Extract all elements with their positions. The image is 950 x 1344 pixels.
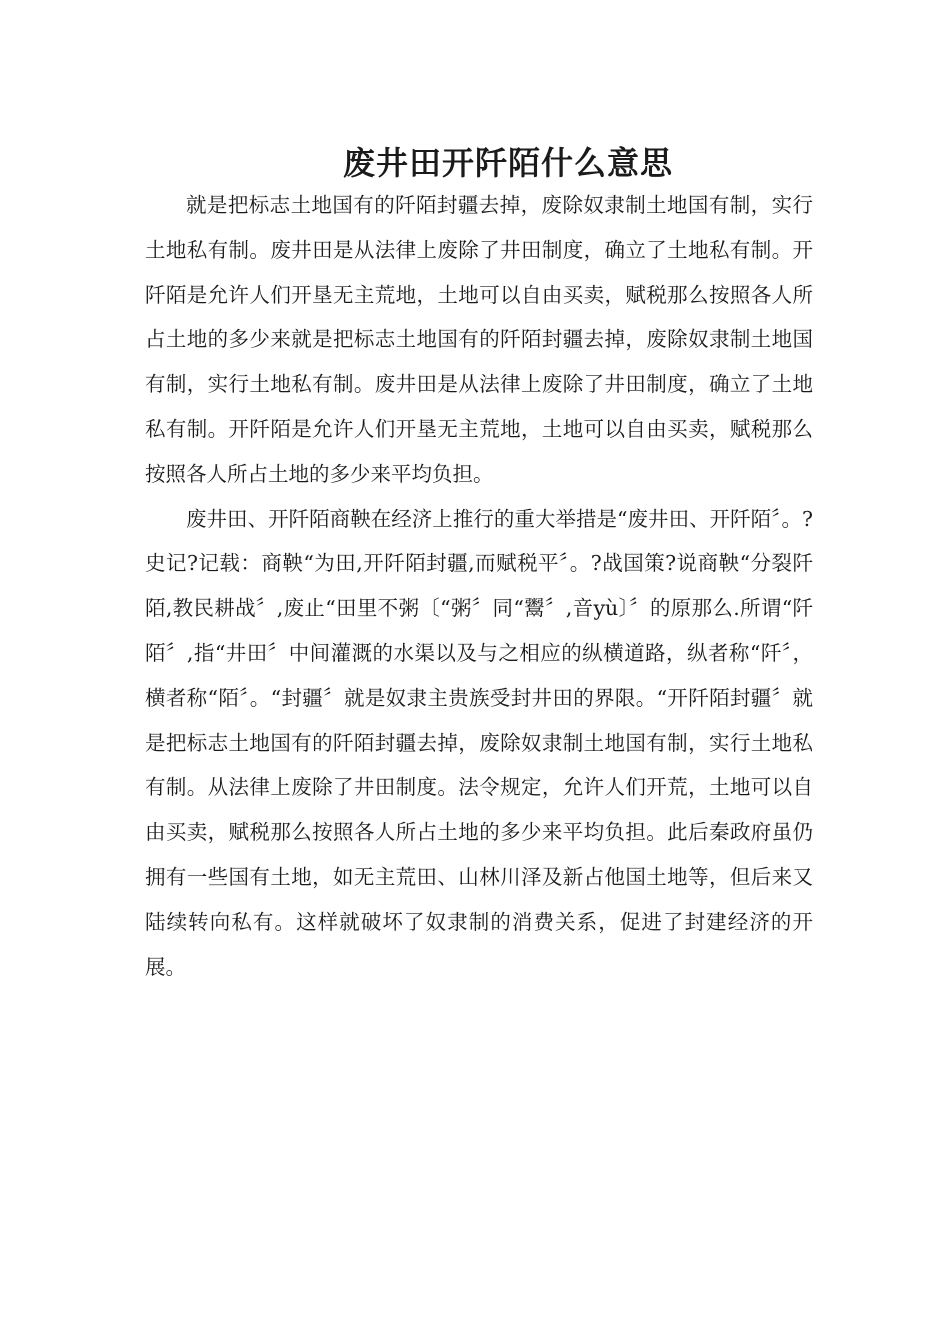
page-title: 废井田开阡陌什么意思 (342, 144, 673, 183)
document-body (145, 183, 813, 989)
paragraph-1: 就是把标志土地国有的阡陌封疆去掉，废除奴隶制土地国有制，实行土地私有制。废井田是从法律上废除了井田制度，确立了土地私有制。开阡陌是允许人们开垦无主荒地，土地可以自由买卖，赋税那么按照各人所占土地的多少来就是把标志土地国有的阡陌封疆去掉，废除奴隶制土地国有制，实行土地私有制。废井田是从法律上废除了井田制度，确立了土地私有制。开阡陌是允许人们开垦无主荒地，土地可以自由买卖，赋税那么按照各人所占土地的多少来平均负担。 (145, 193, 813, 486)
paragraph-2: 废井田、开阡陌商鞅在经济上推行的重大举措是“废井田、开阡陌〞。?史记?记载：商鞅“为田,开阡陌封疆,而赋税平〞。?战国策?说商鞅“分裂阡陌,教民耕战〞,废止“田里不粥〔“粥〞同“鬻〞,音yù〕〞的原那么.所谓“阡陌〞,指“井田〞中间灌溉的水渠以及与之相应的纵横道路，纵者称“阡〞，横者称“陌〞。“封疆〞就是奴隶主贵族受封井田的界限。“开阡陌封疆〞就是把标志土地国有的阡陌封疆去掉，废除奴隶制土地国有制，实行土地私有制。从法律上废除了井田制度。法令规定，允许人们开荒，土地可以自由买卖，赋税那么按照各人所占土地的多少来平均负担。此后秦政府虽仍拥有一些国有土地，如无主荒田、山林川泽及新占他国土地等，但后来又陆续转向私有。这样就破坏了奴隶制的消费关系，促进了封建经济的开展。 (145, 506, 813, 979)
